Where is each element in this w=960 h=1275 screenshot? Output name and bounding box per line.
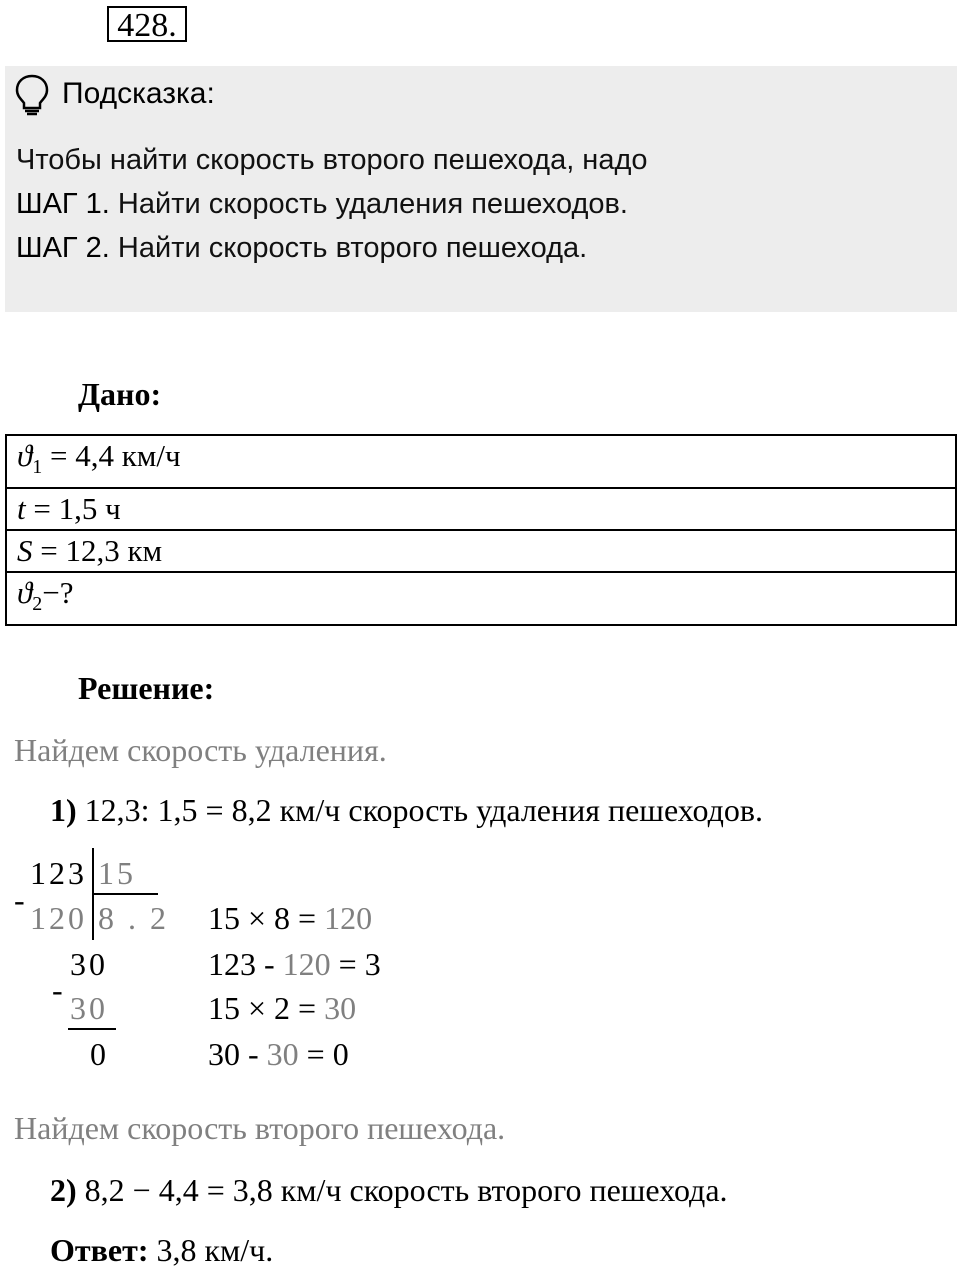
solution-intro-2: Найдем скорость второго пешехода.: [14, 1110, 506, 1146]
quotient: 8 . 2: [98, 900, 169, 936]
step-1-label: ШАГ 1.: [16, 188, 110, 220]
given-row: $ϑ_1 = 4,4$ км/ч: [6, 435, 956, 488]
given-row: t = 1,5 ч: [6, 488, 956, 530]
dividend: 123: [30, 855, 87, 891]
hint-title: Подсказка:: [62, 77, 215, 110]
quotient-rule: [93, 893, 158, 895]
check-line: 123 - 120 = 3: [208, 946, 381, 982]
lightbulb-icon: [14, 74, 50, 116]
step-text: скорость удаления пешеходов.: [340, 792, 763, 828]
given-title: Дано:: [78, 376, 162, 412]
minus-sign: -: [14, 882, 28, 918]
solution-intro-1: Найдем скорость удаления.: [14, 732, 387, 768]
check-line: 15 × 2 = 30: [208, 990, 357, 1026]
given-table: [5, 434, 957, 626]
step-number: 1): [50, 792, 77, 828]
answer-label: Ответ:: [50, 1232, 149, 1268]
subtrahend-2: 30: [70, 990, 108, 1026]
step-2-text: Найти скорость второго пешехода.: [109, 232, 588, 264]
answer-value: 3,8 км/ч.: [148, 1232, 274, 1268]
remainder-rule: [68, 1028, 116, 1030]
minus-sign: -: [52, 972, 66, 1008]
remainder-1: 30: [70, 946, 108, 982]
remainder-2: 0: [90, 1036, 109, 1072]
check-line: 15 × 8 = 120: [208, 900, 373, 936]
step-expression: 12,3: 1,5 = 8,2 км/ч: [84, 792, 341, 828]
solution-title: Решение:: [78, 670, 215, 706]
hint-step-1: [16, 184, 628, 224]
step-number: 2): [50, 1172, 77, 1208]
check-line: 30 - 30 = 0: [208, 1036, 349, 1072]
solution-step-2: [50, 1170, 728, 1210]
answer: [50, 1230, 273, 1270]
subtrahend-1: 120: [30, 900, 87, 936]
solution-step-1: [50, 790, 763, 830]
hint-intro: Чтобы найти скорость второго пешехода, надо: [16, 144, 648, 176]
step-text: скорость второго пешехода.: [341, 1172, 728, 1208]
step-1-text: Найти скорость удаления пешеходов.: [109, 188, 628, 220]
exercise-number: 428.: [107, 6, 187, 42]
given-row: $ϑ_2-$?: [6, 572, 956, 625]
hint-step-2: [16, 228, 587, 268]
step-expression: 8,2 − 4,4 = 3,8 км/ч: [84, 1172, 342, 1208]
given-row: S = 12,3 км: [6, 530, 956, 572]
step-2-label: ШАГ 2.: [16, 232, 110, 264]
divisor: 15: [98, 855, 136, 891]
